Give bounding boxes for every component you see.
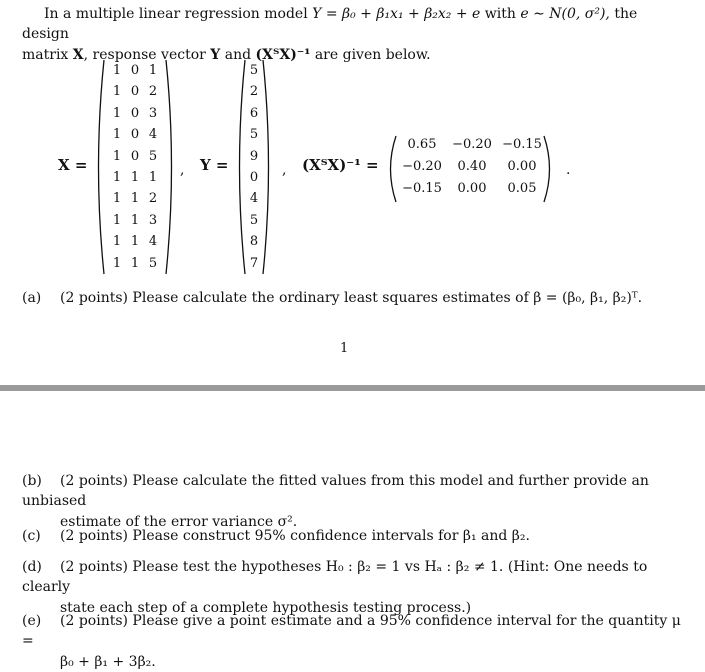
- matrix-cell: 2: [148, 84, 158, 100]
- matrix-cell: 1: [130, 212, 140, 228]
- page-number: 1: [340, 341, 349, 356]
- period: .: [566, 162, 571, 178]
- x-symbol: X: [72, 46, 84, 63]
- matrix-cell: 0: [130, 105, 140, 121]
- question-a: [22, 288, 682, 308]
- matrix-cell: 0: [130, 127, 140, 143]
- matrix-cell: 4: [148, 234, 158, 250]
- matrix-cell: 4: [249, 191, 259, 207]
- matrix-cell: 1: [112, 234, 122, 250]
- matrix-cell: 1: [112, 148, 122, 164]
- page-divider: [0, 385, 705, 391]
- intro-text: In a multiple linear regression model: [44, 6, 308, 22]
- matrix-cell: 7: [249, 255, 259, 271]
- comma: ,: [282, 162, 287, 178]
- matrix-cell: 4: [148, 127, 158, 143]
- matrix-cell: 1: [112, 105, 122, 121]
- question-b-text-cont: estimate of the error variance σ².: [60, 513, 298, 530]
- question-e-text-cont: β₀ + β₁ + 3β₂.: [60, 653, 156, 670]
- question-e: [22, 611, 682, 672]
- matrix-cell: −0.15: [502, 137, 542, 152]
- error-distribution: e ∼ N(0, σ²),: [520, 6, 610, 22]
- comma: ,: [180, 162, 185, 178]
- matrix-cell: 9: [249, 148, 259, 164]
- matrix-cell: 5: [148, 148, 158, 164]
- matrix-cell: 1: [148, 170, 158, 185]
- matrix-cell: 1: [112, 212, 122, 228]
- x-matrix-label: X =: [58, 156, 88, 174]
- matrix-cell: 1: [112, 63, 122, 78]
- xtx-inverse-label: [302, 155, 379, 177]
- matrix-cell: −0.20: [402, 159, 442, 174]
- question-a-text: (2 points) Please calculate the ordinary least squares estimates of β = (β₀, β₁, β₂)ᵀ.: [60, 290, 643, 306]
- question-c: [22, 526, 682, 546]
- matrix-cell: 0.00: [457, 181, 487, 196]
- question-b-text: (2 points) Please calculate the fitted values from this model and further provide an unbiased: [22, 473, 649, 510]
- y-vector: [233, 58, 275, 276]
- matrix-cell: 3: [148, 105, 158, 121]
- y-symbol: Y: [210, 46, 221, 63]
- model-equation: Y = β₀ + β₁x₁ + β₂x₂ + e: [312, 6, 481, 22]
- matrix-cell: 5: [249, 212, 259, 228]
- intro-text: are given below.: [314, 46, 431, 63]
- matrix-cell: 0: [130, 148, 140, 164]
- intro-line-1: [22, 4, 687, 45]
- intro-text: and: [224, 46, 252, 63]
- question-d: [22, 557, 682, 618]
- question-d-text-cont: state each step of a complete hypothesis testing process.): [60, 599, 472, 616]
- xtx-inverse-label-text: (XᵀX)⁻¹ =: [302, 156, 379, 174]
- intro-text: , response vector: [83, 46, 206, 63]
- matrix-cell: 2: [249, 84, 259, 100]
- matrix-cell: 1: [130, 191, 140, 207]
- matrix-cell: 0.05: [507, 181, 537, 196]
- question-e-label: (e): [22, 613, 42, 629]
- matrix-cell: −0.15: [402, 181, 442, 196]
- right-paren: [542, 134, 556, 204]
- matrix-cell: −0.20: [452, 137, 492, 152]
- left-paren: [384, 134, 398, 204]
- question-a-label: (a): [22, 290, 42, 306]
- xtx-inverse-symbol: (XᵀX)⁻¹: [255, 46, 311, 63]
- matrix-cell: 0.65: [407, 137, 437, 152]
- matrix-cell: 3: [148, 212, 158, 228]
- question-d-text: (2 points) Please test the hypotheses H₀ : β₂ = 1 vs Hₐ : β₂ ≠ 1. (Hint: One needs to clearly: [22, 559, 648, 596]
- matrix-cell: 1: [130, 170, 140, 185]
- intro-text: matrix: [22, 46, 69, 63]
- question-c-text: (2 points) Please construct 95% confidence intervals for β₁ and β₂.: [60, 528, 530, 544]
- y-vector-label: Y =: [200, 156, 229, 174]
- question-b-label: (b): [22, 473, 42, 489]
- matrix-cell: 0: [130, 63, 140, 78]
- matrix-cell: 0: [249, 170, 259, 185]
- matrix-cell: 5: [249, 63, 259, 78]
- matrix-cell: 1: [112, 255, 122, 271]
- matrix-cell: 5: [148, 255, 158, 271]
- matrix-cell: 1: [148, 63, 158, 78]
- matrix-cell: 5: [249, 127, 259, 143]
- matrix-cell: 6: [249, 105, 259, 121]
- matrix-cell: 1: [112, 127, 122, 143]
- question-c-label: (c): [22, 528, 41, 544]
- question-b: [22, 471, 682, 532]
- matrix-cell: 2: [148, 191, 158, 207]
- matrix-cell: 1: [112, 84, 122, 100]
- intro-text: with: [484, 6, 516, 22]
- x-matrix: [92, 58, 178, 276]
- matrix-cell: 8: [249, 234, 259, 250]
- matrix-cell: 0.00: [507, 159, 537, 174]
- matrix-cell: 1: [130, 234, 140, 250]
- intro-text: the design: [22, 6, 638, 43]
- question-d-label: (d): [22, 559, 42, 575]
- xtx-inverse-matrix: [384, 134, 556, 204]
- matrix-cell: 0.40: [457, 159, 487, 174]
- matrix-cell: 1: [112, 170, 122, 185]
- matrix-cell: 1: [112, 191, 122, 207]
- matrix-cell: 0: [130, 84, 140, 100]
- problem-intro: [22, 4, 687, 65]
- matrix-cell: 1: [130, 255, 140, 271]
- question-e-text: (2 points) Please give a point estimate and a 95% confidence interval for the quantity μ =: [22, 613, 681, 650]
